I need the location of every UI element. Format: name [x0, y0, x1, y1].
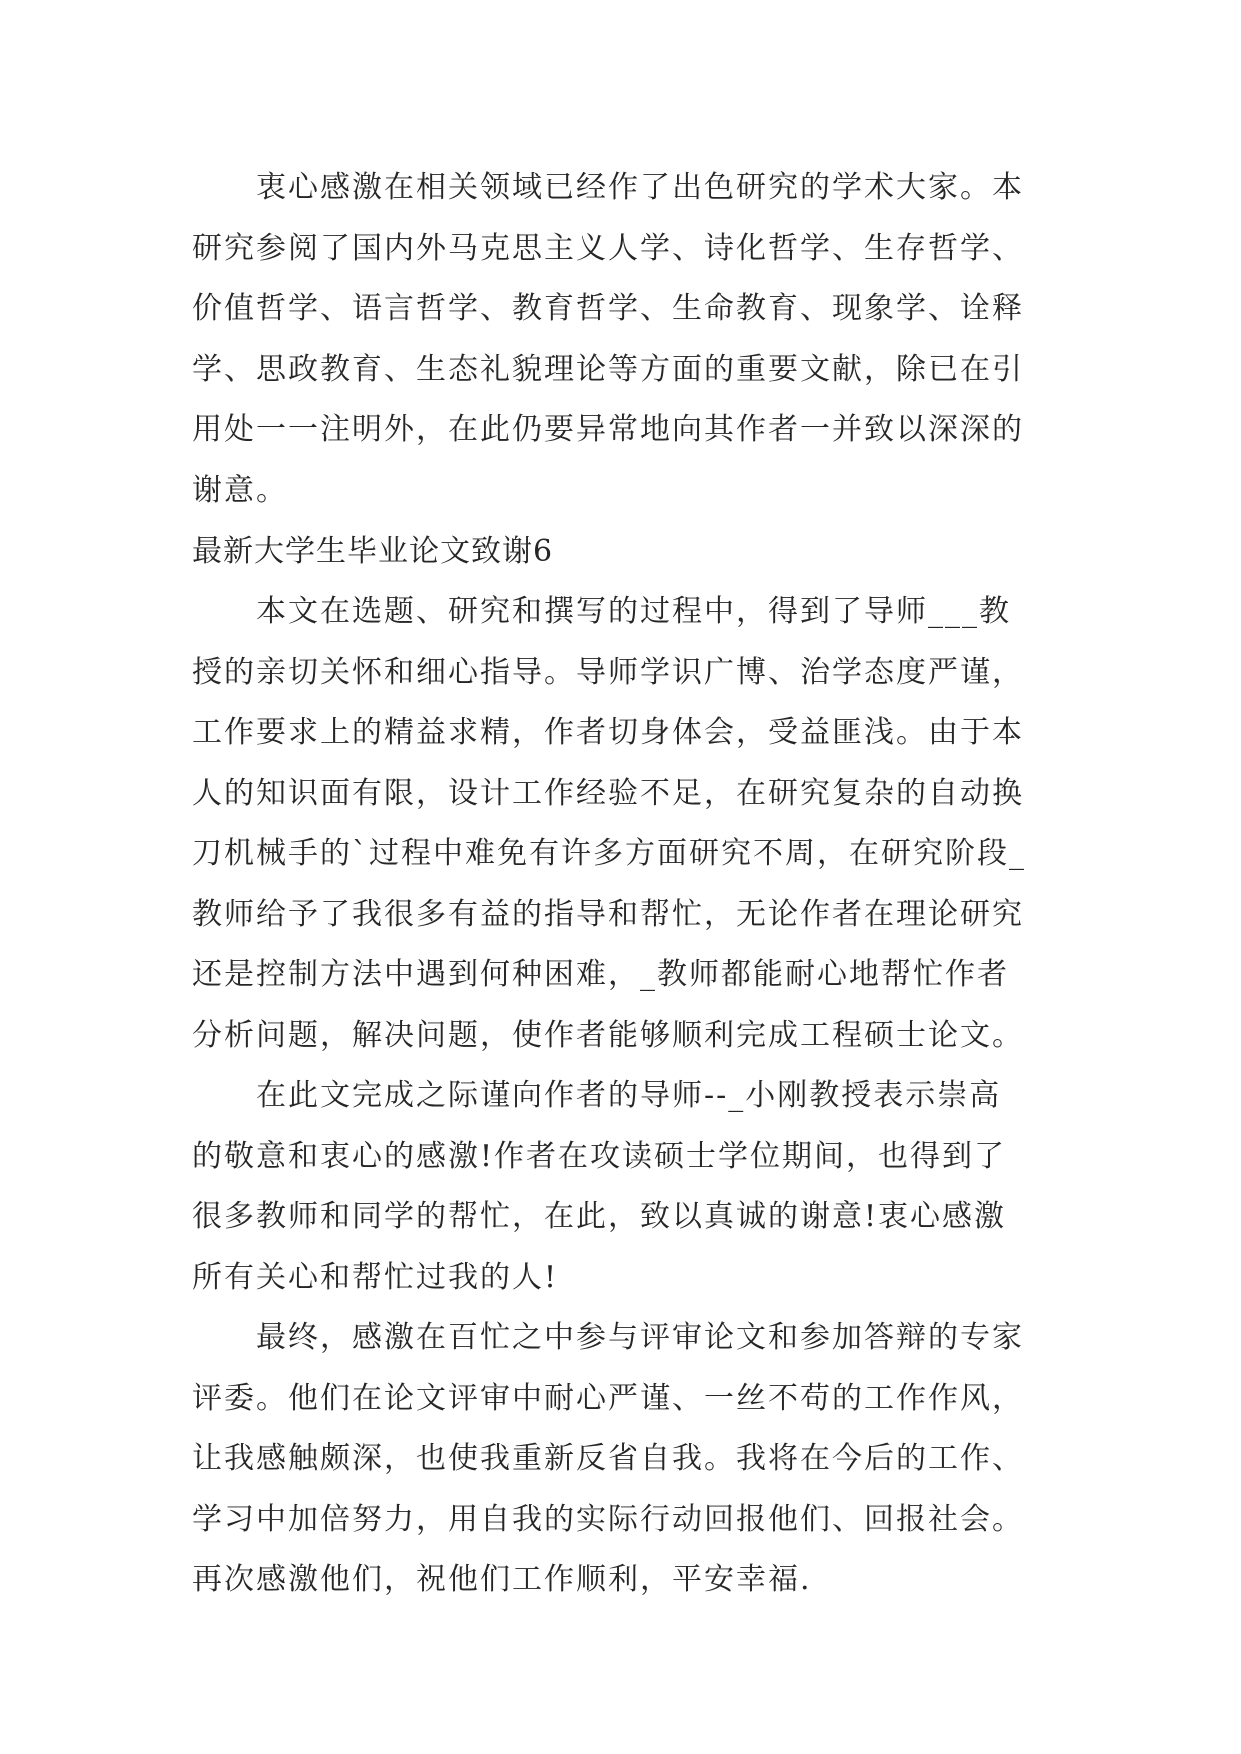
- paragraph-line: 最终，感激在百忙之中参与评审论文和参加答辩的专家: [256, 1320, 1024, 1355]
- paragraph-line: 很多教师和同学的帮忙，在此，致以真诚的谢意!衷心感激: [192, 1199, 1007, 1234]
- paragraph-line: 人的知识面有限，设计工作经验不足，在研究复杂的自动换: [192, 775, 1024, 811]
- paragraph-line: 工作要求上的精益求精，作者切身体会，受益匪浅。由于本: [192, 715, 1024, 750]
- paragraph-thank-teachers: [192, 1066, 1072, 1308]
- paragraph-acknowledge-scholars: [192, 158, 1072, 521]
- paragraph-thank-advisor: [192, 582, 1072, 1066]
- paragraph-line: 教师给予了我很多有益的指导和帮忙，无论作者在理论研究: [192, 896, 1024, 932]
- paragraph-line: 刀机械手的`过程中难免有许多方面研究不周，在研究阶段_: [192, 836, 1026, 871]
- paragraph-line: 谢意。: [192, 472, 288, 508]
- paragraph-line: 的敬意和衷心的感激!作者在攻读硕士学位期间，也得到了: [192, 1138, 1007, 1174]
- paragraph-line: 研究参阅了国内外马克思主义人学、诗化哲学、生存哲学、: [192, 230, 1024, 266]
- paragraph-line: 学习中加倍努力，用自我的实际行动回报他们、回报社会。: [192, 1501, 1024, 1537]
- paragraph-line: 还是控制方法中遇到何种困难，_教师都能耐心地帮忙作者: [192, 957, 1009, 992]
- paragraph-line: 学、思政教育、生态礼貌理论等方面的重要文献，除已在引: [192, 351, 1024, 387]
- paragraph-line: 授的亲切关怀和细心指导。导师学识广博、治学态度严谨，: [192, 654, 1024, 690]
- paragraph-line: 分析问题，解决问题，使作者能够顺利完成工程硕士论文。: [192, 1017, 1024, 1053]
- paragraph-line: 再次感激他们，祝他们工作顺利，平安幸福.: [192, 1562, 812, 1597]
- section-heading: 最新大学生毕业论文致谢6: [192, 534, 554, 569]
- paragraph-line: 让我感触颇深，也使我重新反省自我。我将在今后的工作、: [192, 1441, 1024, 1476]
- paragraph-line: 本文在选题、研究和撰写的过程中，得到了导师___教: [256, 594, 1011, 629]
- document-body: [192, 158, 1072, 1611]
- paragraph-line: 所有关心和帮忙过我的人!: [192, 1259, 559, 1295]
- paragraph-line: 在此文完成之际谨向作者的导师--_小刚教授表示崇高: [256, 1078, 1002, 1113]
- paragraph-line: 价值哲学、语言哲学、教育哲学、生命教育、现象学、诠释: [192, 291, 1024, 326]
- paragraph-line: 用处一一注明外，在此仍要异常地向其作者一并致以深深的: [192, 412, 1024, 447]
- paragraph-thank-reviewers: [192, 1308, 1072, 1611]
- paragraph-line: 评委。他们在论文评审中耐心严谨、一丝不苟的工作作风，: [192, 1380, 1024, 1416]
- paragraph-line: 衷心感激在相关领域已经作了出色研究的学术大家。本: [256, 170, 1024, 205]
